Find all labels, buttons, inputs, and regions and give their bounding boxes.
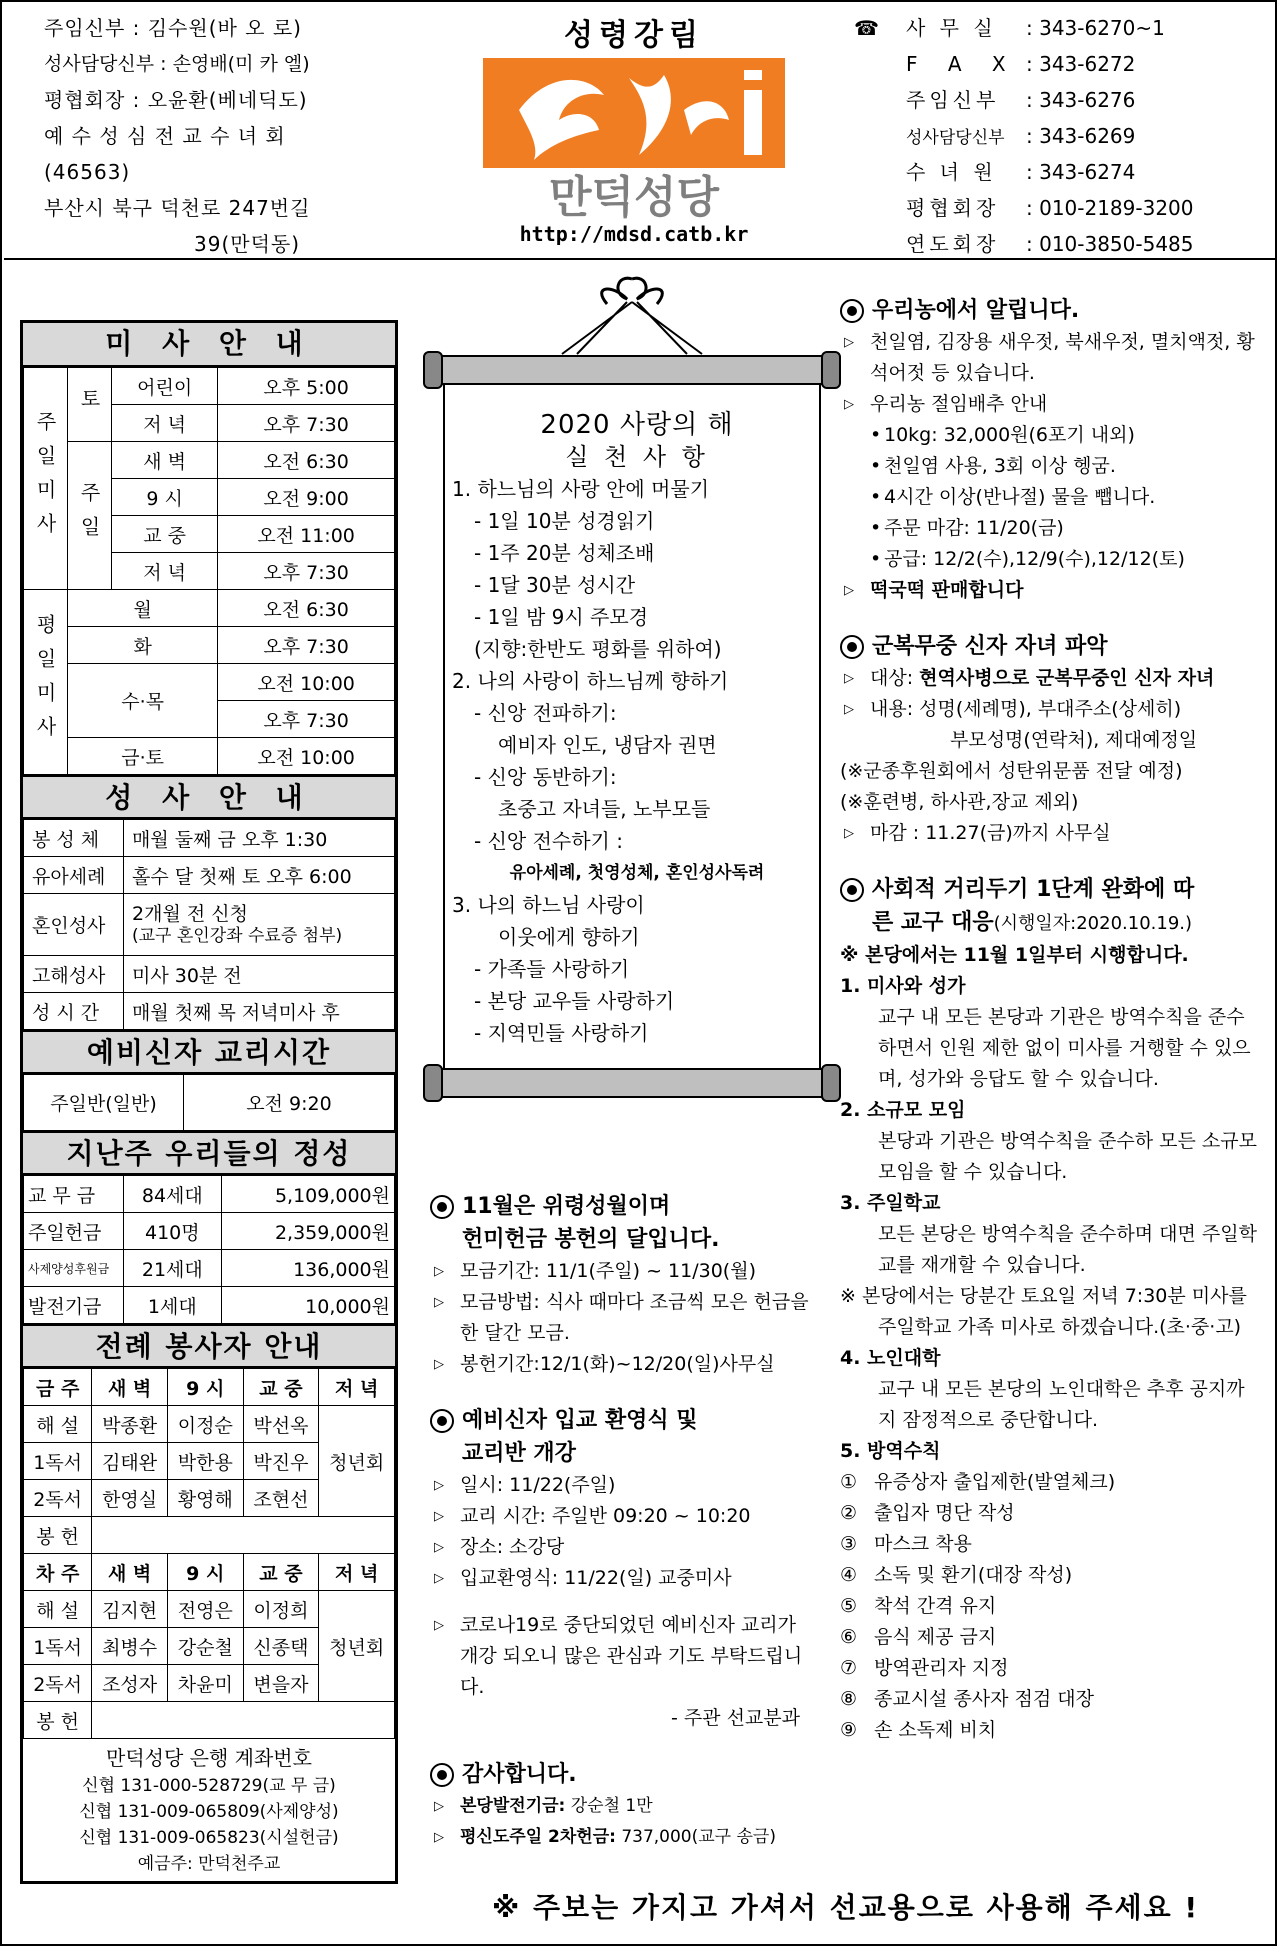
servers-title: 전례 봉사자 안내: [23, 1324, 395, 1368]
triangle-icon: ▷: [844, 671, 854, 686]
catechumen-time: 오전 9:20: [184, 1075, 395, 1131]
list-item: ▷ 우리농 절임배추 안내: [840, 389, 1260, 420]
server-name: 박선옥: [243, 1406, 319, 1443]
logo-text: 만덕성당: [548, 172, 720, 220]
rule-number: ①: [840, 1471, 858, 1493]
contact-row: 평협회장 : 010-2189-3200: [906, 196, 1194, 220]
dot-item: • 4시간 이상(반나절) 물을 뺍니다.: [840, 482, 1260, 513]
section-heading: 1. 미사와 성가: [840, 975, 966, 997]
bullet-icon: [430, 1409, 454, 1433]
scroll-line: - 1주 20분 성체조배: [474, 541, 655, 565]
scroll-line: 이웃에게 향하기: [498, 925, 640, 949]
triangle-icon: ▷: [434, 1264, 444, 1279]
rule-item: [840, 1653, 1260, 1684]
offering-title: 지난주 우리들의 정성: [23, 1131, 395, 1175]
rule-number: ④: [840, 1564, 858, 1586]
scroll-line: - 1달 30분 성시간: [474, 573, 636, 597]
mass-time: 오후 7:30: [218, 701, 395, 738]
list-item: ▷ 떡국떡 판매합니다: [840, 575, 1260, 606]
server-role: 봉 헌: [24, 1702, 92, 1739]
list-item-cont: 부모성명(연락처), 제대예정일: [950, 729, 1198, 751]
mass-title: 미 사 안 내: [23, 323, 395, 367]
server-name: 박한용: [167, 1443, 243, 1480]
contact-row: 주임신부 : 343-6276: [906, 88, 1136, 112]
contact-row: 수 녀 원 : 343-6274: [906, 160, 1136, 184]
rule-item: [840, 1467, 1260, 1498]
list-item: ▷ 장소: 소강당: [430, 1532, 820, 1563]
bullet-icon: [430, 1763, 454, 1787]
parish-logo: [479, 50, 789, 220]
staff-line: 예 수 성 심 전 교 수 녀 회: [44, 124, 286, 148]
catechumen-title: 예비신자 교리시간: [23, 1030, 395, 1074]
list-item: ▷ 봉헌기간:12/1(화)~12/20(일)사무실: [430, 1349, 820, 1380]
scroll-line: - 1일 10분 성경읽기: [474, 509, 655, 533]
server-evening: 청년회: [319, 1591, 395, 1702]
offering-count: 84세대: [124, 1176, 222, 1213]
triangle-icon: ▷: [434, 1618, 444, 1633]
catechumen-table: [23, 1074, 395, 1131]
notice-heading: 우리농에서 알립니다.: [840, 294, 1260, 327]
parish-staff: [44, 10, 474, 262]
contact-row: F A X : 343-6272: [906, 52, 1136, 76]
mass-time: 오후 7:30: [218, 627, 395, 664]
scroll-line: 유아세례, 첫영성체, 혼인성사독려: [509, 863, 765, 883]
server-role: 봉 헌: [24, 1517, 92, 1554]
sacraments-title: 성 사 안 내: [23, 775, 395, 819]
notice-heading: 사회적 거리두기 1단계 완화에 따 른 교구 대응(시행일자:2020.10.19.): [840, 873, 1260, 940]
middle-notices: [430, 1190, 820, 1877]
thanks-notice: [430, 1758, 820, 1853]
list-item: ▷ 코로나19로 중단되었던 예비신자 교리가 개강 되오니 많은 관심과 기도 부탁드립니다.: [430, 1610, 820, 1703]
rule-number: ⑧: [840, 1688, 858, 1710]
left-column: [20, 320, 398, 1898]
sacrament-name: 성 시 간: [24, 993, 124, 1030]
mass-schedule: [20, 320, 398, 1884]
bank-line: 신협 131-000-528729(교 무 금): [82, 1776, 336, 1796]
mass-cell: 어린이: [112, 368, 218, 405]
sacrament-info-sub: (교구 혼인강좌 수료증 첨부): [132, 925, 343, 946]
server-role: 해 설: [24, 1406, 92, 1443]
masthead: [474, 10, 794, 246]
military-note: (※군종후원회에서 성탄위문품 전달 예정): [840, 760, 1183, 782]
offering-type: 사제양성후원금: [24, 1250, 124, 1287]
postal-code: (46563): [44, 160, 131, 184]
server-name: 조현선: [243, 1480, 319, 1517]
servers-head: 차 주: [24, 1554, 92, 1591]
mass-cell: 월: [68, 590, 218, 627]
triangle-icon: ▷: [844, 397, 854, 412]
right-notices: [840, 294, 1260, 1746]
website-link[interactable]: http://mdsd.catb.kr: [519, 222, 749, 246]
offering-type: 발전기금: [24, 1287, 124, 1324]
offering-count: 410명: [124, 1213, 222, 1250]
section-text: 교구 내 모든 본당과 기관은 방역수칙을 준수하면서 인원 제한 없이 미사를 거행할 수 있으며, 성가와 응답도 할 수 있습니다.: [878, 1006, 1251, 1090]
offering-amount: 136,000원: [221, 1250, 394, 1287]
rule-number: ⑦: [840, 1657, 858, 1679]
notice-heading: 군복무중 신자 자녀 파악: [840, 630, 1260, 663]
server-name: 한영실: [92, 1480, 168, 1517]
section-heading: 5. 방역수칙: [840, 1440, 941, 1462]
welcome-sign: - 주관 선교분과: [670, 1707, 800, 1729]
offering-table: [23, 1175, 395, 1324]
triangle-icon: ▷: [434, 1509, 444, 1524]
section-text: 모든 본당은 방역수칙을 준수하며 대면 주일학교를 재개할 수 있습니다.: [878, 1223, 1257, 1276]
servers-this-week: [23, 1368, 395, 1739]
header: [4, 4, 1275, 260]
mass-time: 오후 7:30: [218, 553, 395, 590]
list-item: ▷ 대상: 현역사병으로 군복무중인 신자 자녀: [840, 663, 1260, 694]
server-name: 신종택: [243, 1628, 319, 1665]
catechumen-class: 주일반(일반): [24, 1075, 184, 1131]
mass-cell: 9 시: [112, 479, 218, 516]
scroll-line: - 본당 교우들 사랑하기: [474, 989, 675, 1013]
mass-time: 오전 6:30: [218, 442, 395, 479]
section-note: ※ 본당에서는 당분간 토요일 저녁 7:30분 미사를 주일학교 가족 미사로 하겠습니다.(초·중·고): [840, 1285, 1247, 1338]
address-2: 39(만덕동): [194, 232, 301, 256]
rule-item: [840, 1591, 1260, 1622]
dot-item: • 공급: 12/2(수),12/9(수),12/12(토): [840, 544, 1260, 575]
mass-time: 오전 6:30: [218, 590, 395, 627]
bullet-icon: [840, 878, 864, 902]
server-name: 차윤미: [167, 1665, 243, 1702]
address: 부산시 북구 덕천로 247번길: [44, 196, 311, 220]
mass-cell: 새 벽: [112, 442, 218, 479]
mass-time: 오후 7:30: [218, 405, 395, 442]
distancing-notice: [840, 873, 1260, 1746]
sacrament-info: 미사 30분 전: [124, 956, 395, 993]
mass-cell: 화: [68, 627, 218, 664]
server-role: 1독서: [24, 1443, 92, 1480]
scroll-line: - 신앙 전파하기:: [474, 701, 617, 725]
welcome-notice: [430, 1404, 820, 1734]
offering-amount: 5,109,000원: [221, 1176, 394, 1213]
military-notice: [840, 630, 1260, 849]
sacrament-info: 매월 둘째 금 오후 1:30: [124, 820, 395, 857]
sacrament-info: 매월 첫째 목 저녁미사 후: [124, 993, 395, 1030]
notice-heading: 11월은 위령성월이며 헌미헌금 봉헌의 달입니다.: [430, 1190, 820, 1256]
section-heading: 3. 주일학교: [840, 1192, 941, 1214]
november-notice: [430, 1190, 820, 1380]
mass-table: [23, 367, 395, 775]
sacrament-name: 유아세례: [24, 857, 124, 894]
sacrament-name: 혼인성사: [24, 894, 124, 956]
list-item: ▷ 모금방법: 식사 때마다 조금씩 모은 헌금을 한 달간 모금.: [430, 1287, 820, 1349]
scroll-line: 2. 나의 사랑이 하느님께 향하기: [452, 669, 729, 693]
saturday-label: 토: [68, 368, 112, 442]
server-name: 전영은: [167, 1591, 243, 1628]
triangle-icon: ▷: [844, 335, 854, 350]
bank-title: 만덕성당 은행 계좌번호: [106, 1746, 312, 1770]
triangle-icon: ▷: [434, 1478, 444, 1493]
scroll-title: 2020 사랑의 해: [540, 410, 734, 440]
rules-list: [840, 1467, 1260, 1746]
list-item: ▷ 모금기간: 11/1(주일) ~ 11/30(월): [430, 1256, 820, 1287]
rule-text: 마스크 착용: [874, 1533, 972, 1555]
server-role: 2독서: [24, 1480, 92, 1517]
server-role: 해 설: [24, 1591, 92, 1628]
sacrament-info: 홀수 달 첫째 토 오후 6:00: [124, 857, 395, 894]
offering-type: 주일헌금: [24, 1213, 124, 1250]
section-text: 본당과 기관은 방역수칙을 준수하 모든 소규모 모임을 할 수 있습니다.: [878, 1130, 1257, 1183]
offering-count: 1세대: [124, 1287, 222, 1324]
bullet-icon: [430, 1195, 454, 1219]
scroll-line: (지향:한반도 평화를 위하여): [474, 637, 722, 661]
bulletin-title: 성령강림: [564, 18, 704, 53]
distancing-note: ※ 본당에서는 11월 1일부터 시행합니다.: [840, 944, 1189, 966]
servers-head: 9 시: [167, 1554, 243, 1591]
footer-note: ※ 주보는 가지고 가셔서 선교용으로 사용해 주세요 !: [492, 1891, 1200, 1924]
mass-time: 오전 9:00: [218, 479, 395, 516]
staff-line: 주임신부 : 김수원(바 오 로): [44, 16, 302, 40]
servers-head: 9 시: [167, 1369, 243, 1406]
dot-item: • 천일염 사용, 3회 이상 헹굼.: [840, 451, 1260, 482]
rule-text: 손 소독제 비치: [874, 1719, 997, 1741]
rule-number: ⑨: [840, 1719, 858, 1741]
contact-list: [856, 10, 1276, 262]
server-name: 변을자: [243, 1665, 319, 1702]
scroll-lines: [452, 473, 822, 1049]
triangle-icon: ▷: [844, 702, 854, 717]
server-name: 강순철: [167, 1628, 243, 1665]
bank-line: 신협 131-009-065823(시설헌금): [79, 1828, 339, 1848]
list-item: ▷ 마감 : 11.27(금)까지 사무실: [840, 818, 1260, 849]
rule-number: ②: [840, 1502, 858, 1524]
server-name: 최병수: [92, 1628, 168, 1665]
mass-time: 오전 10:00: [218, 738, 395, 775]
list-item: ▷ 일시: 11/22(주일): [430, 1470, 820, 1501]
triangle-icon: ▷: [434, 1571, 444, 1586]
mass-cell: 저 녁: [112, 405, 218, 442]
servers-head: 새 벽: [92, 1554, 168, 1591]
scroll-line: 예비자 인도, 냉담자 권면: [498, 733, 717, 757]
triangle-icon: ▷: [434, 1799, 444, 1814]
list-item: ▷ 평신도주일 2차헌금: 737,000(교구 송금): [430, 1822, 820, 1853]
phone-icon: ☎: [854, 16, 879, 40]
sunday-label: 주일: [68, 442, 112, 590]
contact-row: 사 무 실 : 343-6270~1: [906, 16, 1165, 40]
server-name: 이정희: [243, 1591, 319, 1628]
scroll-text: [452, 409, 822, 1049]
rule-number: ③: [840, 1533, 858, 1555]
mass-cell: 수·목: [68, 664, 218, 738]
server-name: 이정순: [167, 1406, 243, 1443]
server-name: 황영해: [167, 1480, 243, 1517]
triangle-icon: ▷: [844, 583, 854, 598]
scroll-line: 1. 하느님의 사랑 안에 머물기: [452, 477, 710, 501]
scroll-line: - 1일 밤 9시 주모경: [474, 605, 649, 629]
mass-cell: 교 중: [112, 516, 218, 553]
bank-accounts: [23, 1739, 395, 1881]
section-text: 교구 내 모든 본당의 노인대학은 추후 공지까지 잠정적으로 중단합니다.: [878, 1378, 1245, 1431]
rule-item: [840, 1529, 1260, 1560]
scroll-line: 3. 나의 하느님 사랑이: [452, 893, 645, 917]
triangle-icon: ▷: [434, 1540, 444, 1555]
scroll-line: - 지역민들 사랑하기: [474, 1021, 649, 1045]
rule-item: [840, 1622, 1260, 1653]
contact-row: 연도회장 : 010-3850-5485: [906, 232, 1194, 256]
sacrament-info: 2개월 전 신청: [132, 902, 248, 925]
mass-time: 오후 5:00: [218, 368, 395, 405]
server-name: 박진우: [243, 1443, 319, 1480]
staff-line: 평협회장 : 오윤환(베네딕도): [44, 88, 308, 112]
servers-head: 교 중: [243, 1369, 319, 1406]
server-role: 2독서: [24, 1665, 92, 1702]
list-item: ▷ 교리 시간: 주일반 09:20 ~ 10:20: [430, 1501, 820, 1532]
rule-text: 착석 간격 유지: [874, 1595, 997, 1617]
list-item: ▷ 입교환영식: 11/22(일) 교중미사: [430, 1563, 820, 1594]
sunday-mass-label: 주일미사: [24, 368, 68, 590]
bullet-icon: [840, 299, 864, 323]
triangle-icon: ▷: [434, 1295, 444, 1310]
server-evening: 청년회: [319, 1406, 395, 1517]
mass-time: 오전 10:00: [218, 664, 395, 701]
triangle-icon: ▷: [844, 826, 854, 841]
section-heading: 2. 소규모 모임: [840, 1099, 966, 1121]
rule-item: [840, 1560, 1260, 1591]
notice-heading: 예비신자 입교 환영식 및 교리반 개강: [430, 1404, 820, 1470]
servers-head: 저 녁: [319, 1554, 395, 1591]
staff-line: 성사담당신부 : 손영배(미 카 엘): [44, 53, 310, 75]
servers-head: 새 벽: [92, 1369, 168, 1406]
offering-amount: 10,000원: [221, 1287, 394, 1324]
farm-notice: [840, 294, 1260, 606]
sacrament-name: 고해성사: [24, 956, 124, 993]
rule-item: [840, 1684, 1260, 1715]
bank-holder: 예금주: 만덕천주교: [137, 1854, 281, 1874]
sacraments-table: [23, 819, 395, 1030]
list-item: ▷ 본당발전기금: 강순철 1만: [430, 1791, 820, 1822]
sacrament-name: 봉 성 체: [24, 820, 124, 857]
scroll-subtitle: 실 천 사 항: [565, 443, 709, 471]
scroll-line: - 신앙 동반하기:: [474, 765, 617, 789]
triangle-icon: ▷: [434, 1357, 444, 1372]
server-name: 김태완: [92, 1443, 168, 1480]
servers-head: 금 주: [24, 1369, 92, 1406]
weekday-mass-label: 평일미사: [24, 590, 68, 775]
rule-number: ⑥: [840, 1626, 858, 1648]
server-role: 1독서: [24, 1628, 92, 1665]
servers-head: 저 녁: [319, 1369, 395, 1406]
list-item: ▷ 천일염, 김장용 새우젓, 북새우젓, 멸치액젓, 황석어젓 등 있습니다.: [840, 327, 1260, 389]
contact-row: 성사담당신부 : 343-6269: [906, 124, 1136, 148]
offering-type: 교 무 금: [24, 1176, 124, 1213]
rule-item: [840, 1498, 1260, 1529]
dot-item: • 주문 마감: 11/20(금): [840, 513, 1260, 544]
bank-line: 신협 131-009-065809(사제양성): [79, 1802, 339, 1822]
rule-text: 출입자 명단 작성: [874, 1502, 1015, 1524]
scroll-line: - 가족들 사랑하기: [474, 957, 630, 981]
list-item: ▷ 내용: 성명(세례명), 부대주소(상세히): [840, 694, 1260, 725]
rule-text: 유증상자 출입제한(발열체크): [874, 1471, 1116, 1493]
rule-text: 방역관리자 지정: [874, 1657, 1009, 1679]
rule-text: 소독 및 환기(대장 작성): [874, 1564, 1073, 1586]
practice-scroll: [422, 274, 842, 1134]
offering-amount: 2,359,000원: [221, 1213, 394, 1250]
server-name: 김지현: [92, 1591, 168, 1628]
scroll-line: - 신앙 전수하기 :: [474, 829, 623, 853]
server-name: 박종환: [92, 1406, 168, 1443]
notice-heading: 감사합니다.: [430, 1758, 820, 1791]
section-heading: 4. 노인대학: [840, 1347, 941, 1369]
rule-text: 종교시설 종사자 점검 대장: [874, 1688, 1095, 1710]
rule-text: 음식 제공 금지: [874, 1626, 997, 1648]
dot-item: • 10kg: 32,000원(6포기 내외): [840, 420, 1260, 451]
mass-time: 오전 11:00: [218, 516, 395, 553]
server-name: 조성자: [92, 1665, 168, 1702]
military-note: (※훈련병, 하사관,장교 제외): [840, 791, 1079, 813]
triangle-icon: ▷: [434, 1830, 444, 1845]
mass-cell: 금·토: [68, 738, 218, 775]
rule-item: [840, 1715, 1260, 1746]
rule-number: ⑤: [840, 1595, 858, 1617]
scroll-line: 초중고 자녀들, 노부모들: [498, 797, 711, 821]
bullet-icon: [840, 635, 864, 659]
mass-cell: 저 녁: [112, 553, 218, 590]
offering-count: 21세대: [124, 1250, 222, 1287]
servers-head: 교 중: [243, 1554, 319, 1591]
